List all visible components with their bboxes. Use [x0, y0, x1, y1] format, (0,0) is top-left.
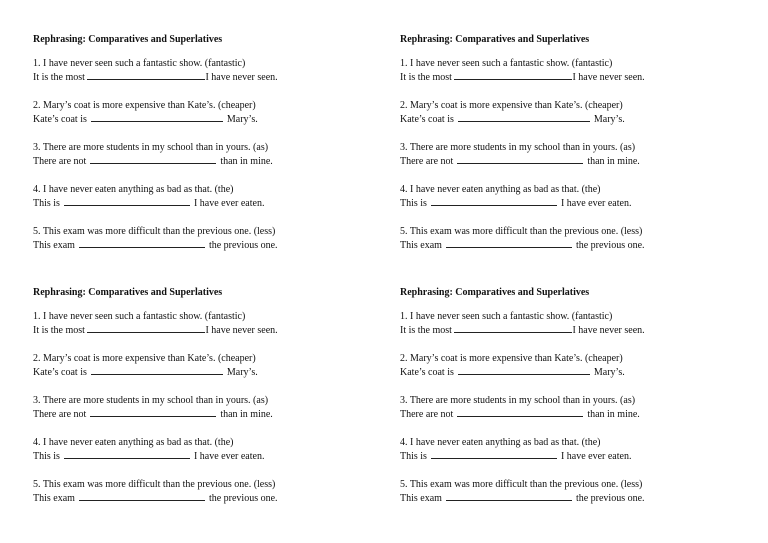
answer-after: the previous one.: [575, 240, 645, 251]
answer-blank[interactable]: [454, 70, 572, 80]
exercise-prompt: 1. I have never seen such a fantastic show. (fantastic): [33, 58, 246, 69]
worksheet-title: Rephrasing: Comparatives and Superlatives: [33, 34, 223, 45]
exercise-4: [33, 183, 383, 210]
answer-blank[interactable]: [446, 491, 572, 501]
exercise-2: [400, 99, 750, 126]
exercise-prompt: 1. I have never seen such a fantastic show. (fantastic): [33, 311, 246, 322]
answer-line: [400, 196, 750, 210]
exercise-prompt: 4. I have never eaten anything as bad as that. (the): [33, 184, 234, 195]
answer-before: It is the most: [33, 72, 85, 83]
answer-before: This is: [400, 198, 427, 209]
answer-before: Kate’s coat is: [400, 367, 454, 378]
exercise-prompt: 2. Mary’s coat is more expensive than Kate’s. (cheaper): [400, 353, 623, 364]
answer-after: I have ever eaten.: [193, 198, 265, 209]
answer-after: the previous one.: [208, 240, 278, 251]
answer-before: This exam: [33, 240, 75, 251]
exercise-5: [33, 478, 383, 505]
answer-blank[interactable]: [458, 112, 590, 122]
exercise-prompt: 4. I have never eaten anything as bad as that. (the): [400, 437, 601, 448]
answer-line: [400, 407, 750, 421]
answer-before: This is: [400, 451, 427, 462]
answer-after: I have ever eaten.: [560, 451, 632, 462]
exercise-prompt: 1. I have never seen such a fantastic show. (fantastic): [400, 58, 613, 69]
answer-line: [400, 323, 750, 337]
answer-blank[interactable]: [457, 407, 583, 417]
answer-after: I have never seen.: [205, 325, 278, 336]
answer-before: There are not: [33, 156, 87, 167]
answer-after: I have never seen.: [572, 72, 645, 83]
answer-before: Kate’s coat is: [33, 114, 87, 125]
answer-line: [33, 196, 383, 210]
worksheet-title: Rephrasing: Comparatives and Superlatives: [400, 34, 590, 45]
exercise-1: [33, 310, 383, 337]
answer-before: There are not: [400, 409, 454, 420]
exercise-prompt: 3. There are more students in my school than in yours. (as): [33, 395, 269, 406]
answer-line: [400, 154, 750, 168]
exercise-4: [400, 436, 750, 463]
answer-blank[interactable]: [90, 407, 216, 417]
answer-blank[interactable]: [79, 491, 205, 501]
answer-blank[interactable]: [91, 112, 223, 122]
answer-line: [33, 449, 383, 463]
answer-after: than in mine.: [220, 409, 273, 420]
worksheet-title: Rephrasing: Comparatives and Superlatives: [400, 287, 590, 298]
exercise-2: [33, 352, 383, 379]
answer-blank[interactable]: [90, 154, 216, 164]
answer-line: [400, 365, 750, 379]
answer-before: It is the most: [400, 325, 452, 336]
exercise-prompt: 3. There are more students in my school than in yours. (as): [400, 395, 636, 406]
exercise-prompt: 5. This exam was more difficult than the previous one. (less): [33, 226, 276, 237]
exercise-1: [33, 57, 383, 84]
answer-line: [33, 238, 383, 252]
exercise-4: [33, 436, 383, 463]
answer-after: I have ever eaten.: [193, 451, 265, 462]
answer-before: This is: [33, 198, 60, 209]
exercise-prompt: 4. I have never eaten anything as bad as that. (the): [400, 184, 601, 195]
worksheet-top-left: [33, 33, 383, 267]
exercise-prompt: 5. This exam was more difficult than the previous one. (less): [400, 479, 643, 490]
answer-before: There are not: [33, 409, 87, 420]
answer-blank[interactable]: [79, 238, 205, 248]
answer-after: Mary’s.: [226, 367, 258, 378]
answer-before: It is the most: [400, 72, 452, 83]
answer-blank[interactable]: [91, 365, 223, 375]
answer-after: I have never seen.: [572, 325, 645, 336]
answer-after: Mary’s.: [593, 114, 625, 125]
answer-before: There are not: [400, 156, 454, 167]
exercise-prompt: 4. I have never eaten anything as bad as that. (the): [33, 437, 234, 448]
exercise-prompt: 3. There are more students in my school than in yours. (as): [400, 142, 636, 153]
answer-line: [400, 449, 750, 463]
answer-line: [33, 491, 383, 505]
answer-before: Kate’s coat is: [33, 367, 87, 378]
answer-blank[interactable]: [457, 154, 583, 164]
answer-after: the previous one.: [575, 493, 645, 504]
answer-blank[interactable]: [87, 70, 205, 80]
exercise-prompt: 1. I have never seen such a fantastic show. (fantastic): [400, 311, 613, 322]
exercise-2: [33, 99, 383, 126]
answer-blank[interactable]: [446, 238, 572, 248]
answer-blank[interactable]: [64, 449, 190, 459]
answer-after: than in mine.: [220, 156, 273, 167]
exercise-3: [33, 394, 383, 421]
answer-line: [400, 491, 750, 505]
worksheet-title: Rephrasing: Comparatives and Superlatives: [33, 287, 223, 298]
answer-line: [33, 112, 383, 126]
answer-before: Kate’s coat is: [400, 114, 454, 125]
worksheet-top-right: [400, 33, 750, 267]
answer-line: [33, 154, 383, 168]
exercise-3: [400, 394, 750, 421]
answer-line: [33, 70, 383, 84]
exercise-3: [400, 141, 750, 168]
answer-line: [33, 365, 383, 379]
exercise-prompt: 3. There are more students in my school than in yours. (as): [33, 142, 269, 153]
answer-after: I have never seen.: [205, 72, 278, 83]
answer-line: [33, 323, 383, 337]
answer-blank[interactable]: [458, 365, 590, 375]
worksheet-bottom-right: [400, 286, 750, 520]
exercise-3: [33, 141, 383, 168]
exercise-prompt: 2. Mary’s coat is more expensive than Kate’s. (cheaper): [33, 353, 256, 364]
answer-blank[interactable]: [431, 196, 557, 206]
exercise-5: [400, 478, 750, 505]
exercise-1: [400, 310, 750, 337]
answer-line: [400, 238, 750, 252]
answer-after: Mary’s.: [593, 367, 625, 378]
answer-line: [33, 407, 383, 421]
answer-line: [400, 112, 750, 126]
answer-before: This exam: [33, 493, 75, 504]
answer-after: I have ever eaten.: [560, 198, 632, 209]
exercise-1: [400, 57, 750, 84]
answer-after: than in mine.: [587, 409, 640, 420]
answer-after: the previous one.: [208, 493, 278, 504]
exercise-5: [33, 225, 383, 252]
answer-blank[interactable]: [87, 323, 205, 333]
exercise-5: [400, 225, 750, 252]
answer-blank[interactable]: [431, 449, 557, 459]
answer-line: [400, 70, 750, 84]
exercise-prompt: 2. Mary’s coat is more expensive than Kate’s. (cheaper): [400, 100, 623, 111]
answer-before: This exam: [400, 240, 442, 251]
exercise-2: [400, 352, 750, 379]
answer-blank[interactable]: [454, 323, 572, 333]
exercise-prompt: 2. Mary’s coat is more expensive than Kate’s. (cheaper): [33, 100, 256, 111]
answer-blank[interactable]: [64, 196, 190, 206]
exercise-4: [400, 183, 750, 210]
answer-after: than in mine.: [587, 156, 640, 167]
answer-before: This is: [33, 451, 60, 462]
answer-after: Mary’s.: [226, 114, 258, 125]
worksheet-bottom-left: [33, 286, 383, 520]
answer-before: This exam: [400, 493, 442, 504]
exercise-prompt: 5. This exam was more difficult than the previous one. (less): [400, 226, 643, 237]
answer-before: It is the most: [33, 325, 85, 336]
exercise-prompt: 5. This exam was more difficult than the previous one. (less): [33, 479, 276, 490]
